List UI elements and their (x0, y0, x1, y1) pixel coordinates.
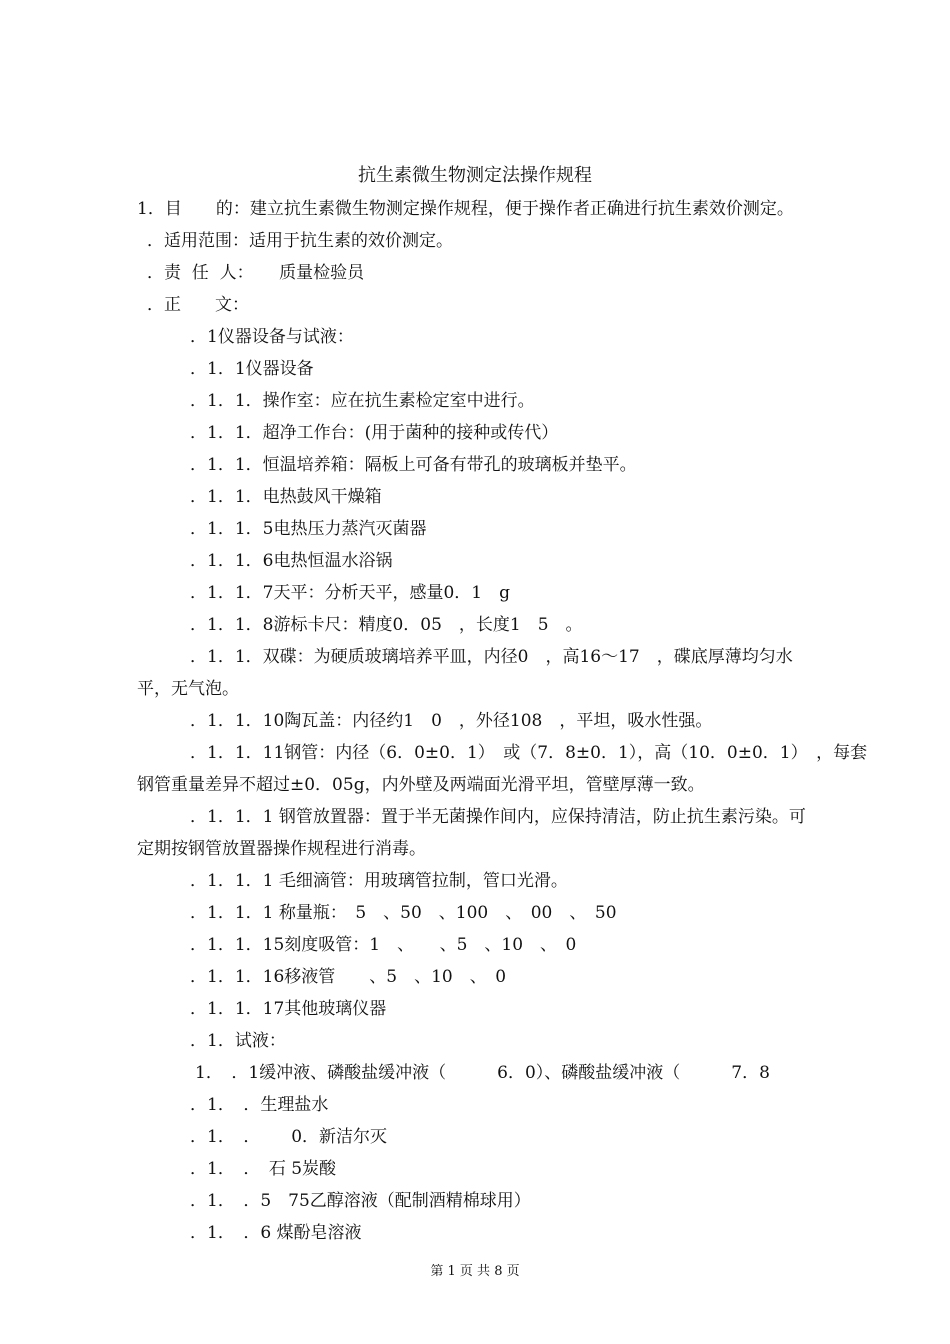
section-body-heading: ．正 文： (147, 295, 249, 315)
text-line: ．1． ．5 75乙醇溶液（配制酒精棉球用） (190, 1191, 531, 1211)
text-line: ．1．1．超净工作台：(用于菌种的接种或传代） (190, 423, 559, 443)
document-title: 抗生素微生物测定法操作规程 (358, 165, 592, 186)
text-line: ．1．1．7天平：分析天平，感量0．1 g (190, 583, 510, 603)
text-line: ．1．1．双碟：为硬质玻璃培养平皿，内径0 ，高16～17 ，碟底厚薄均匀水 (190, 647, 793, 667)
text-line: ．1仪器设备与试液： (190, 327, 354, 347)
page-footer: 第 1 页 共 8 页 (430, 1264, 520, 1279)
text-line: ．1．1仪器设备 (190, 359, 314, 379)
text-line: ．1．试液： (190, 1031, 286, 1051)
text-line-continued: 钢管重量差异不超过±0．05g，内外壁及两端面光滑平坦，管壁厚薄一致。 (137, 775, 705, 795)
text-line: ．1．1．电热鼓风干燥箱 (190, 487, 382, 507)
text-line: ．1．1．8游标卡尺：精度0．05 ，长度1 5 。 (190, 615, 583, 635)
text-line: ．1．1．6电热恒温水浴锅 (190, 551, 393, 571)
text-line: ．1． ． 0．新洁尔灭 (190, 1127, 388, 1147)
text-line: ．1．1．操作室：应在抗生素检定室中进行。 (190, 391, 535, 411)
text-line: ．1．1．1 钢管放置器：置于半无菌操作间内，应保持清洁，防止抗生素污染。可 (190, 807, 806, 827)
section-scope: ．适用范围：适用于抗生素的效价测定。 (147, 231, 453, 251)
text-line: ．1．1．1 称量瓶： 5 、50 、100 、 00 、 50 (190, 903, 617, 923)
section-purpose: 1．目 的：建立抗生素微生物测定操作规程，便于操作者正确进行抗生素效价测定。 (137, 199, 794, 219)
text-line-continued: 平，无气泡。 (137, 679, 239, 699)
section-responsible: ．责 任 人： 质量检验员 (147, 263, 365, 283)
text-line: ．1． ．6 煤酚皂溶液 (190, 1223, 362, 1243)
text-line: ．1．1．15刻度吸管：1 、 、5 、10 、 0 (190, 935, 577, 955)
text-line: ．1．1．5电热压力蒸汽灭菌器 (190, 519, 427, 539)
text-line: ．1．1．11钢管：内径（6．0±0．1） 或（7．8±0．1），高（10．0±0．1） ，每套 (190, 743, 868, 763)
text-line: 1． ．1缓冲液、磷酸盐缓冲液（ 6．0）、磷酸盐缓冲液（ 7．8 (195, 1063, 770, 1083)
text-line-continued: 定期按钢管放置器操作规程进行消毒。 (137, 839, 426, 859)
text-line: ．1．1．1 毛细滴管：用玻璃管拉制，管口光滑。 (190, 871, 568, 891)
text-line: ．1．1．16移液管 、5 、10 、 0 (190, 967, 507, 987)
text-line: ．1．1．10陶瓦盖：内径约1 0 ，外径108 ，平坦，吸水性强。 (190, 711, 713, 731)
text-line: ．1．1．17其他玻璃仪器 (190, 999, 387, 1019)
text-line: ．1． ． 石 5炭酸 (190, 1159, 337, 1179)
text-line: ．1． ．生理盐水 (190, 1095, 329, 1115)
text-line: ．1．1．恒温培养箱：隔板上可备有带孔的玻璃板并垫平。 (190, 455, 637, 475)
